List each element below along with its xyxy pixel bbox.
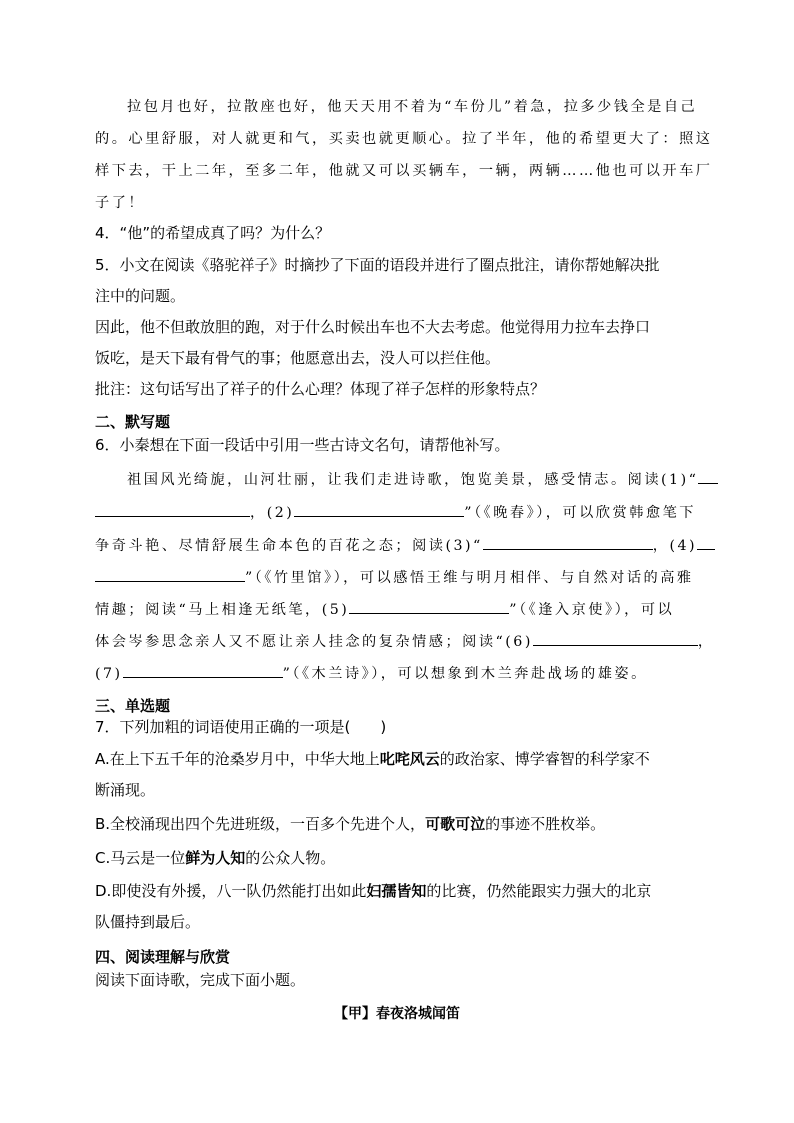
q6-para-line-2 (95, 501, 705, 522)
option-d-text-1: D.即使没有外援，八一队仍然能打出如此 (95, 882, 367, 900)
option-d-line-2: 队僵持到最后。 (95, 913, 201, 931)
option-b-bold-term: 可歌可泣 (425, 815, 486, 833)
option-a-line-1[interactable] (95, 748, 705, 769)
option-d-bold-term: 妇孺皆知 (366, 882, 427, 900)
question-5-quote-1: 因此，他不但敢放胆的跑，对于什么时候出车也不大去考虑。他觉得用力拉车去挣口 (95, 318, 651, 336)
section-4-heading: 四、阅读理解与欣赏 (95, 948, 231, 966)
q6-para-line-1 (127, 468, 737, 489)
option-a-text-1: A.在上下五千年的沧桑岁月中，中华大地上 (95, 750, 380, 768)
question-5-quote-2: 饭吃，是天下最有骨气的事；他愿意出去，没人可以拦住他。 (95, 349, 501, 367)
question-5-line-2: 注中的问题。 (95, 287, 186, 305)
blank-4a[interactable] (697, 534, 715, 550)
q6-para-line-5 (95, 598, 705, 619)
q6-text-1: 祖国风光绮旎，山河壮丽，让我们走进诗歌，饱览美景，感受情志。阅读(1)“ (127, 472, 699, 488)
blank-3[interactable] (483, 534, 653, 550)
q6-text-3: 争奇斗艳、尽情舒展生命本色的百花之态；阅读(3)“ (95, 538, 483, 554)
q6-text-4: ”（《竹里馆》），可以感悟王维与明月相伴、与自然对话的高雅 (245, 570, 694, 586)
passage-line-3: 样下去，干上二年，至多二年，他就又可以买辆车，一辆，两辆……他也可以开车厂 (95, 163, 713, 179)
q6-text-3b: ，(4) (652, 538, 698, 554)
passage-line-4: 子了！ (95, 195, 146, 211)
q6-para-line-4 (95, 566, 705, 587)
question-5-note: 批注：这句话写出了祥子的什么心理？体现了祥子怎样的形象特点？ (95, 380, 546, 398)
passage-line-1: 拉包月也好，拉散座也好，他天天用不着为“车份儿”着急，拉多少钱全是自己 (127, 99, 698, 115)
option-a-text-2: 的政治家、博学睿智的科学家不 (439, 750, 650, 768)
section-4-intro: 阅读下面诗歌，完成下面小题。 (95, 971, 306, 989)
blank-5[interactable] (349, 598, 509, 614)
question-5-line-1: 5．小文在阅读《骆驼祥子》时摘抄了下面的语段并进行了圈点批注，请你帮她解决批 (95, 256, 660, 274)
option-a-bold-term: 叱咤风云 (379, 750, 440, 768)
option-c-text-2: 的公众人物。 (245, 849, 336, 867)
q6-para-line-7 (95, 662, 705, 683)
q6-text-7b: ”（《木兰诗》），可以想象到木兰奔赴战场的雄姿。 (282, 666, 648, 682)
option-c[interactable] (95, 847, 705, 868)
blank-6[interactable] (533, 630, 698, 646)
q6-text-6a: 体会岑参思念亲人又不愿让亲人挂念的复杂情感；阅读“(6) (95, 634, 533, 650)
blank-1a[interactable] (698, 468, 718, 484)
blank-4b[interactable] (95, 566, 245, 582)
option-c-text-1: C.马云是一位 (95, 849, 186, 867)
passage-line-2: 的。心里舒服，对人就更和气，买卖也就更顺心。拉了半年，他的希望更大了：照这 (95, 131, 713, 147)
option-b-text-1: B.全校涌现出四个先进班级，一百多个先进个人， (95, 815, 426, 833)
section-3-heading: 三、单选题 (95, 697, 171, 715)
blank-2[interactable] (294, 501, 464, 517)
question-4: 4．“他”的希望成真了吗？为什么？ (95, 224, 331, 242)
q6-text-5b: ”（《逢入京使》），可以 (509, 602, 675, 618)
blank-1b[interactable] (95, 501, 250, 517)
section-2-heading: 二、默写题 (95, 413, 171, 431)
question-6: 6．小秦想在下面一段话中引用一些古诗文名句，请帮他补写。 (95, 436, 510, 454)
poem-title: 【甲】春夜洛城闻笛 (334, 1006, 460, 1022)
option-b[interactable] (95, 813, 705, 834)
option-b-text-2: 的事迹不胜枚举。 (485, 815, 606, 833)
q6-text-6b: ， (697, 634, 715, 650)
blank-7[interactable] (123, 662, 283, 678)
q6-para-line-3 (95, 534, 705, 555)
q6-text-2a: ，(2) (250, 505, 295, 521)
option-a-line-2: 断涌现。 (95, 781, 156, 799)
option-c-bold-term: 鲜为人知 (185, 849, 246, 867)
q6-para-line-6 (95, 630, 715, 651)
q6-text-2b: ”（《晚春》），可以欣赏韩愈笔下 (464, 505, 696, 521)
option-d-text-2: 的比赛，仍然能跟实力强大的北京 (426, 882, 652, 900)
q6-text-5a: 情趣；阅读“马上相逢无纸笔，(5) (95, 602, 350, 618)
question-7: 7．下列加粗的词语使用正确的一项是( ) (95, 718, 387, 736)
option-d-line-1[interactable] (95, 880, 705, 901)
q6-text-7a: (7) (95, 666, 123, 682)
